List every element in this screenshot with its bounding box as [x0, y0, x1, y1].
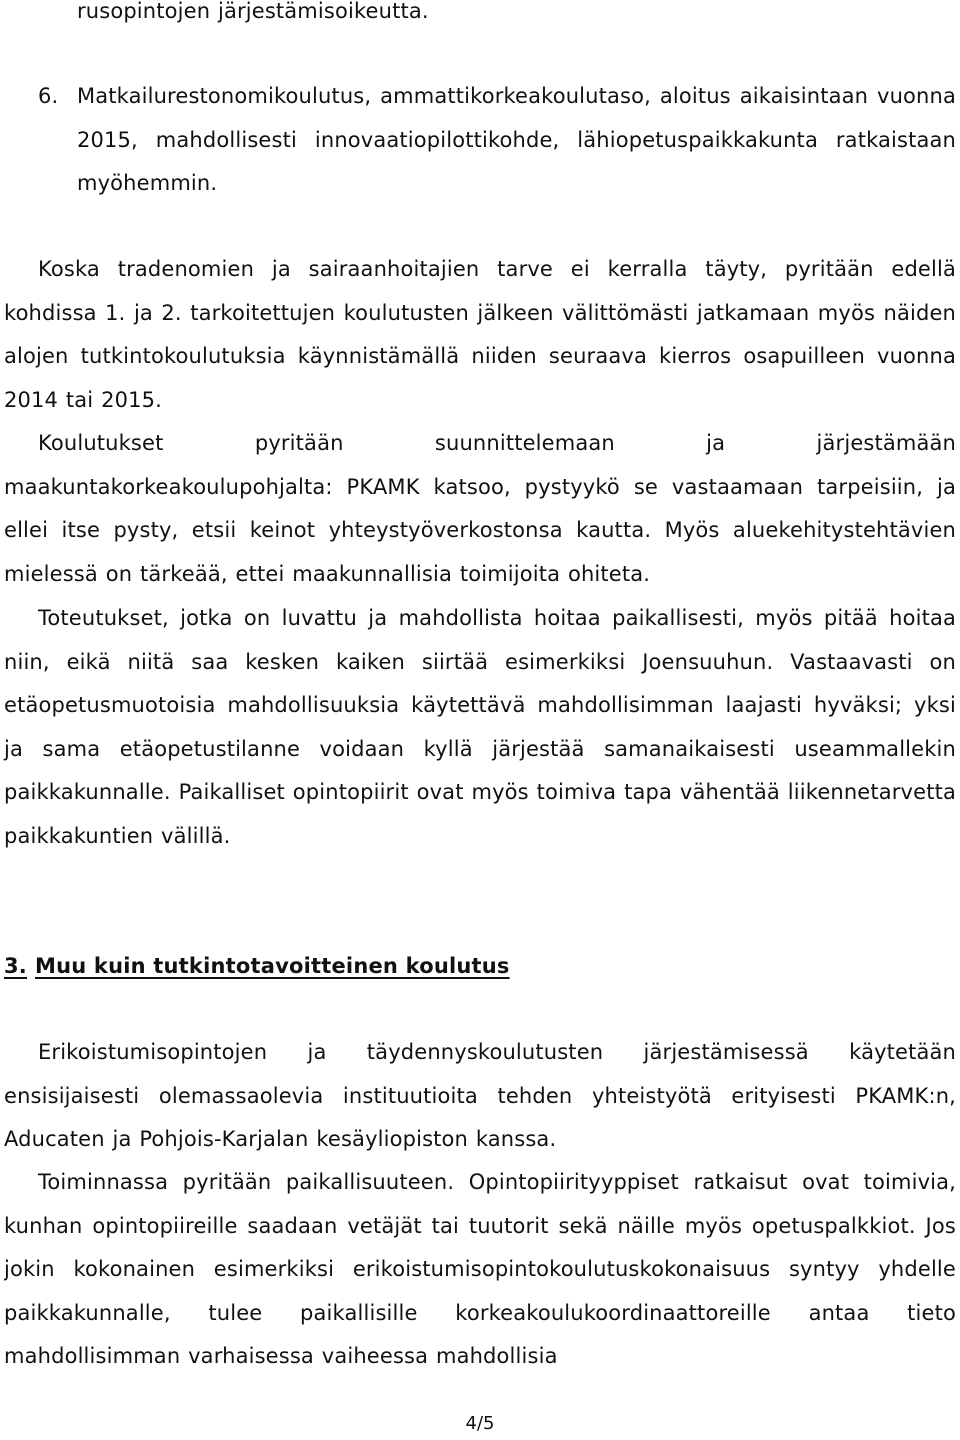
list-item-text: Matkailurestonomikoulutus, ammattikorkeakoulutaso, aloitus aikaisintaan vuonna 2015, mahdollisesti innovaatiopilottikohde, lähiopetuspaikkakunta ratkaistaan myöhemmin. [77, 84, 956, 195]
top-fragment-text: rusopintojen järjestämisoikeutta. [77, 0, 429, 23]
paragraph-3: Toteutukset, jotka on luvattu ja mahdollista hoitaa paikallisesti, myös pitää hoitaa niin, eikä niitä saa kesken kaiken siirtää esimerkiksi Joensuuhun. Vastaavasti on etäopetusmuotoisia mahdollisuuksia käytettävä mahdollisimman laajasti hyväksi; yksi ja sama etäopetustilanne voidaan kyllä järjestää samanaikaisesti useammallekin paikkakunnalle. Paikalliset opintopiirit ovat myös toimiva tapa vähentää liikennetarvetta paikkakuntien välillä. [4, 606, 956, 848]
list-item-6 [4, 75, 956, 206]
section-heading [4, 945, 510, 989]
document-page [4, 0, 956, 1440]
paragraph-2: Koulutukset pyritään suunnittelemaan ja järjestämään maakuntakorkeakoulupohjalta: PKAMK katsoo, pystyykö se vastaamaan tarpeisiin, ja ellei itse pysty, etsii keinot yhteystyöverkostonsa kautta. Myös aluekehitystehtävien mielessä on tärkeää, ettei maakunnallisia toimijoita ohiteta. [4, 431, 956, 586]
section-heading-title: Muu kuin tutkintotavoitteinen koulutus [35, 954, 510, 978]
section-heading-number: 3. [4, 954, 27, 978]
paragraph-1: Koska tradenomien ja sairaanhoitajien tarve ei kerralla täyty, pyritään edellä kohdissa 1. ja 2. tarkoitettujen koulutusten jälkeen välittömästi jatkamaan myös näiden alojen tutkintokoulutuksia käynnistämällä niiden seuraava kierros osapuilleen vuonna 2014 tai 2015. [4, 257, 956, 412]
paragraph-5: Toiminnassa pyritään paikallisuuteen. Opintopiirityyppiset ratkaisut ovat toimivia, kunhan opintopiireille saadaan vetäjät tai tuutorit sekä näille myös opetuspalkkiot. Jos jokin kokonainen esimerkiksi erikoistumisopintokoulutuskokonaisuus syntyy yhdelle paikkakunnalle, tulee paikallisille korkeakoulukoordinaattoreille antaa tieto mahdollisimman varhaisessa vaiheessa mahdollisia [4, 1170, 956, 1368]
paragraph-4: Erikoistumisopintojen ja täydennyskoulutusten järjestämisessä käytetään ensisijaisesti olemassaolevia instituutioita tehden yhteistyötä erityisesti PKAMK:n, Aducaten ja Pohjois-Karjalan kesäyliopiston kanssa. [4, 1040, 956, 1151]
list-item-number: 6. [38, 84, 59, 108]
page-number: 4/5 [465, 1413, 495, 1434]
